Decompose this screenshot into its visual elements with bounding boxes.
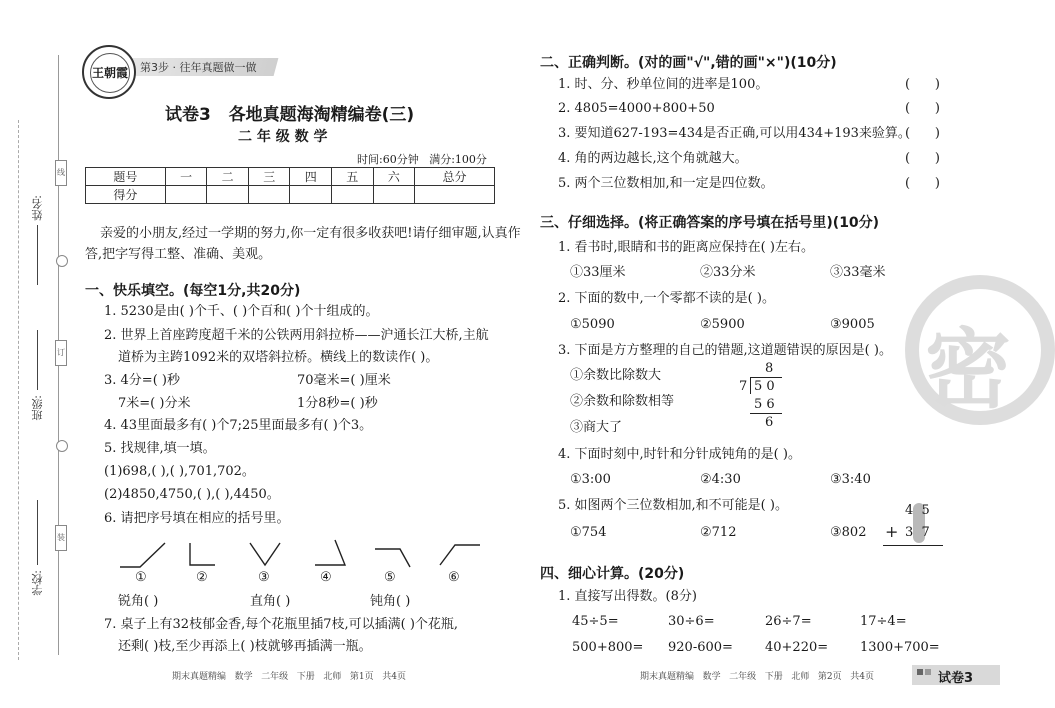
addition-line <box>883 545 943 546</box>
choice-option: ②4:30 <box>700 472 741 487</box>
score-table-score-row <box>86 186 495 204</box>
question-1-4: 4. 43里面最多有( )个7;25里面最多有( )个3。 <box>104 418 373 433</box>
page-title: 试卷3 各地真题海淘精编卷(三) <box>165 105 415 125</box>
choice-option: ③3:40 <box>830 472 871 487</box>
division-bar <box>750 377 782 378</box>
question-1-5: 5. 找规律,填一填。 <box>104 441 216 456</box>
footer-left: 期末真题精编 数学 二年级 下册 北师 第1页 共4页 <box>172 672 406 682</box>
section-heading: 二、正确判断。(对的画"√",错的画"×")(10分) <box>540 55 837 71</box>
score-input-cell[interactable] <box>165 186 207 204</box>
right-angle-answer: 直角( ) <box>250 594 291 609</box>
choice-option: ②余数和除数相等 <box>570 394 675 409</box>
judge-answer-5[interactable]: ( ) <box>905 176 940 191</box>
step-label: 第3步 · 往年真题做一做 <box>140 61 257 74</box>
division-bracket <box>750 377 751 394</box>
choice-option: ③33毫米 <box>830 265 886 280</box>
binding-box-order: 订 <box>55 340 67 366</box>
binding-dashed-line <box>18 120 19 660</box>
calc-question-1: 1. 直接写出得数。(8分) <box>558 589 697 604</box>
question-1-7-cont: 还剩( )枝,至少再添上( )枝就够再插满一瓶。 <box>118 639 372 654</box>
paper-tab-label: 试卷3 <box>938 671 974 686</box>
question-1-3a: 3. 4分=( )秒 <box>104 373 180 388</box>
seal-char: 密 <box>925 320 1011 420</box>
section-heading: 三、仔细选择。(将正确答案的序号填在括号里)(10分) <box>540 215 880 231</box>
choice-question-4: 4. 下面时刻中,时针和分针成钝角的是( )。 <box>558 447 801 462</box>
angle-label-1: ① <box>135 570 147 585</box>
score-cell: 题号 <box>86 168 166 186</box>
calc-item: 26÷7= <box>765 614 812 629</box>
class-field-label: 班级: <box>31 395 44 421</box>
angle-label-4: ④ <box>320 570 332 585</box>
judge-answer-2[interactable]: ( ) <box>905 101 940 116</box>
score-table <box>85 167 495 204</box>
judge-answer-3[interactable]: ( ) <box>905 126 940 141</box>
judge-answer-4[interactable]: ( ) <box>905 151 940 166</box>
angle-5 <box>375 549 410 567</box>
score-input-cell[interactable] <box>248 186 290 204</box>
choice-question-2: 2. 下面的数中,一个零都不读的是( )。 <box>558 291 775 306</box>
choice-option: ①5090 <box>570 317 615 332</box>
division-product: 5 6 <box>754 397 775 412</box>
calc-item: 30÷6= <box>668 614 715 629</box>
choice-option: ①3:00 <box>570 472 611 487</box>
choice-question-1: 1. 看书时,眼睛和书的距离应保持在( )左右。 <box>558 240 814 255</box>
binding-box-line: 线 <box>55 160 67 186</box>
angle-label-5: ⑤ <box>384 570 396 585</box>
calc-item: 17÷4= <box>860 614 907 629</box>
choice-option: ②33分米 <box>700 265 756 280</box>
choice-option: ①余数比除数大 <box>570 368 662 383</box>
school-field-line[interactable] <box>37 500 38 565</box>
question-1-3d: 1分8秒=( )秒 <box>297 396 378 411</box>
tab-decoration <box>925 669 931 675</box>
judge-item-4: 4. 角的两边越长,这个角就越大。 <box>558 151 748 166</box>
judge-item-3: 3. 要知道627-193=434是否正确,可以用434+193来验算。 <box>558 126 911 141</box>
choice-option: ③商大了 <box>570 420 623 435</box>
score-input-cell[interactable] <box>373 186 415 204</box>
division-remainder: 6 <box>765 415 774 430</box>
plus-sign: + <box>885 522 899 541</box>
division-divisor: 7 <box>739 379 748 394</box>
calc-item: 1300+700= <box>860 640 940 655</box>
question-1-5-2: (2)4850,4750,( ),( ),4450。 <box>104 487 280 502</box>
section-heading: 四、细心计算。(20分) <box>540 566 685 582</box>
name-field-line[interactable] <box>37 225 38 285</box>
judge-item-1: 1. 时、分、秒单位间的进率是100。 <box>558 77 769 92</box>
score-input-cell[interactable] <box>415 186 495 204</box>
judge-item-5: 5. 两个三位数相加,和一定是四位数。 <box>558 176 774 191</box>
section-heading: 一、快乐填空。(每空1分,共20分) <box>85 283 301 299</box>
binding-hole <box>56 440 68 452</box>
logo-text: 王朝霞 <box>90 53 130 93</box>
division-quotient: 8 <box>765 361 774 376</box>
calc-item: 40+220= <box>765 640 829 655</box>
angle-3 <box>250 543 280 565</box>
choice-option: ①754 <box>570 525 607 540</box>
angle-4 <box>315 540 345 565</box>
brand-logo <box>82 45 136 99</box>
score-input-cell[interactable] <box>332 186 374 204</box>
name-field-label: 姓名: <box>31 195 44 221</box>
question-1-1: 1. 5230是由( )个千、( )个百和( )个十组成的。 <box>104 304 379 319</box>
intro-line: 亲爱的小朋友,经过一学期的努力,你一定有很多收获吧!请仔细审题,认真作 <box>100 226 521 241</box>
division-dividend: 5 0 <box>754 379 775 394</box>
page-subtitle: 二 年 级 数 学 <box>238 129 328 145</box>
judge-item-2: 2. 4805=4000+800+50 <box>558 101 715 116</box>
angle-1 <box>120 543 165 567</box>
score-input-cell[interactable] <box>290 186 332 204</box>
choice-option: ③802 <box>830 525 867 540</box>
choice-option: ①33厘米 <box>570 265 626 280</box>
score-cell: 一 <box>165 168 207 186</box>
school-field-label: 学校: <box>31 570 44 596</box>
score-cell: 二 <box>207 168 249 186</box>
time-info: 时间:60分钟 满分:100分 <box>357 153 487 166</box>
calc-item: 45÷5= <box>572 614 619 629</box>
choice-option: ②5900 <box>700 317 745 332</box>
question-1-5-1: (1)698,( ),( ),701,702。 <box>104 464 255 479</box>
angle-figures <box>110 535 480 570</box>
score-cell: 四 <box>290 168 332 186</box>
question-1-3c: 7米=( )分米 <box>118 396 191 411</box>
division-line <box>750 413 782 414</box>
score-cell: 总分 <box>415 168 495 186</box>
angle-label-6: ⑥ <box>448 570 460 585</box>
choice-question-5: 5. 如图两个三位数相加,和不可能是( )。 <box>558 498 788 513</box>
footer-right: 期末真题精编 数学 二年级 下册 北师 第2页 共4页 <box>640 672 874 682</box>
binding-hole <box>56 255 68 267</box>
question-1-2-cont: 道桥为主跨1092米的双塔斜拉桥。横线上的数读作( )。 <box>118 350 439 365</box>
calc-item: 920-600= <box>668 640 733 655</box>
obtuse-angle-answer: 钝角( ) <box>370 594 411 609</box>
acute-angle-answer: 锐角( ) <box>118 594 159 609</box>
judge-answer-1[interactable]: ( ) <box>905 77 940 92</box>
choice-option: ②712 <box>700 525 737 540</box>
class-field-line[interactable] <box>37 330 38 390</box>
score-cell: 六 <box>373 168 415 186</box>
score-input-cell[interactable] <box>207 186 249 204</box>
angle-label-3: ③ <box>258 570 270 585</box>
intro-line: 答,把字写得工整、准确、美观。 <box>85 247 272 262</box>
question-1-2: 2. 世界上首座跨度超千米的公铁两用斜拉桥——沪通长江大桥,主航 <box>104 328 489 343</box>
question-1-7: 7. 桌子上有32枝郁金香,每个花瓶里插7枝,可以插满( )个花瓶, <box>104 617 459 632</box>
angle-2 <box>190 543 215 565</box>
angle-6 <box>440 545 480 565</box>
score-cell: 三 <box>248 168 290 186</box>
question-1-6: 6. 请把序号填在相应的括号里。 <box>104 511 290 526</box>
choice-option: ③9005 <box>830 317 875 332</box>
tab-decoration <box>917 669 923 675</box>
score-cell: 五 <box>332 168 374 186</box>
angle-label-2: ② <box>196 570 208 585</box>
binding-box-install: 装 <box>55 525 67 551</box>
score-cell: 得分 <box>86 186 166 204</box>
choice-question-3: 3. 下面是方方整理的自己的错题,这道题错误的原因是( )。 <box>558 343 892 358</box>
calc-item: 500+800= <box>572 640 644 655</box>
addition-bottom-number: 3 7 <box>905 525 930 540</box>
question-1-3b: 70毫米=( )厘米 <box>297 373 391 388</box>
score-table-header-row <box>86 168 495 186</box>
addition-top-number: 4 5 <box>905 503 930 518</box>
